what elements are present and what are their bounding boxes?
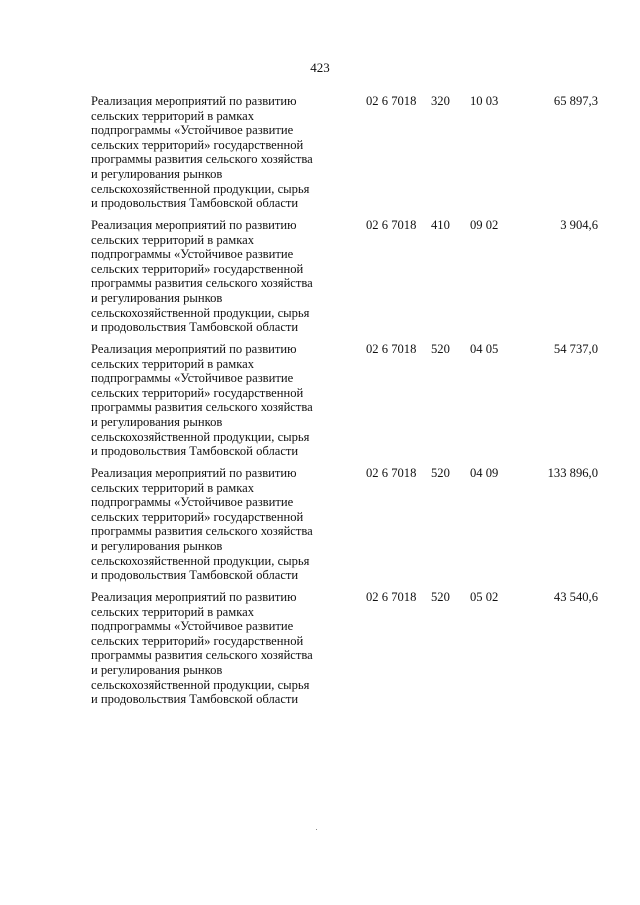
row-description: Реализация мероприятий по развитию сельских территорий в рамках подпрограммы «Устойчивое развитие сельских территорий» государственной программы развития сельского хозяйства и регулирования рынков сельскохозяйственной продукции, сырья и продовольствия Тамбовской области [91, 590, 313, 707]
row-program-code: 02 6 7018 [366, 94, 417, 108]
row-amount: 133 896,0 [547, 466, 598, 480]
row-amount: 54 737,0 [553, 342, 598, 356]
row-expense-type: 520 [431, 590, 450, 604]
row-expense-type: 410 [431, 218, 450, 232]
row-description: Реализация мероприятий по развитию сельских территорий в рамках подпрограммы «Устойчивое развитие сельских территорий» государственной программы развития сельского хозяйства и регулирования рынков сельскохозяйственной продукции, сырья и продовольствия Тамбовской области [91, 94, 313, 211]
row-program-code: 02 6 7018 [366, 590, 417, 604]
table-row [0, 466, 640, 590]
page-number: 423 [310, 60, 330, 75]
row-section-code: 10 03 [470, 94, 499, 108]
table-row [0, 94, 640, 218]
table-row [0, 590, 640, 714]
row-program-code: 02 6 7018 [366, 342, 417, 356]
table-row [0, 218, 640, 342]
row-description: Реализация мероприятий по развитию сельских территорий в рамках подпрограммы «Устойчивое развитие сельских территорий» государственной программы развития сельского хозяйства и регулирования рынков сельскохозяйственной продукции, сырья и продовольствия Тамбовской области [91, 218, 313, 335]
row-program-code: 02 6 7018 [366, 218, 417, 232]
row-section-code: 05 02 [470, 590, 499, 604]
row-section-code: 09 02 [470, 218, 499, 232]
row-amount: 43 540,6 [553, 590, 598, 604]
row-program-code: 02 6 7018 [366, 466, 417, 480]
row-expense-type: 520 [431, 466, 450, 480]
row-description: Реализация мероприятий по развитию сельских территорий в рамках подпрограммы «Устойчивое развитие сельских территорий» государственной программы развития сельского хозяйства и регулирования рынков сельскохозяйственной продукции, сырья и продовольствия Тамбовской области [91, 466, 313, 583]
budget-table [0, 94, 640, 714]
row-section-code: 04 05 [470, 342, 499, 356]
scan-speck [316, 829, 317, 830]
table-row [0, 342, 640, 466]
row-section-code: 04 09 [470, 466, 499, 480]
row-expense-type: 320 [431, 94, 450, 108]
row-amount: 3 904,6 [560, 218, 598, 232]
row-amount: 65 897,3 [553, 94, 598, 108]
row-expense-type: 520 [431, 342, 450, 356]
row-description: Реализация мероприятий по развитию сельских территорий в рамках подпрограммы «Устойчивое развитие сельских территорий» государственной программы развития сельского хозяйства и регулирования рынков сельскохозяйственной продукции, сырья и продовольствия Тамбовской области [91, 342, 313, 459]
